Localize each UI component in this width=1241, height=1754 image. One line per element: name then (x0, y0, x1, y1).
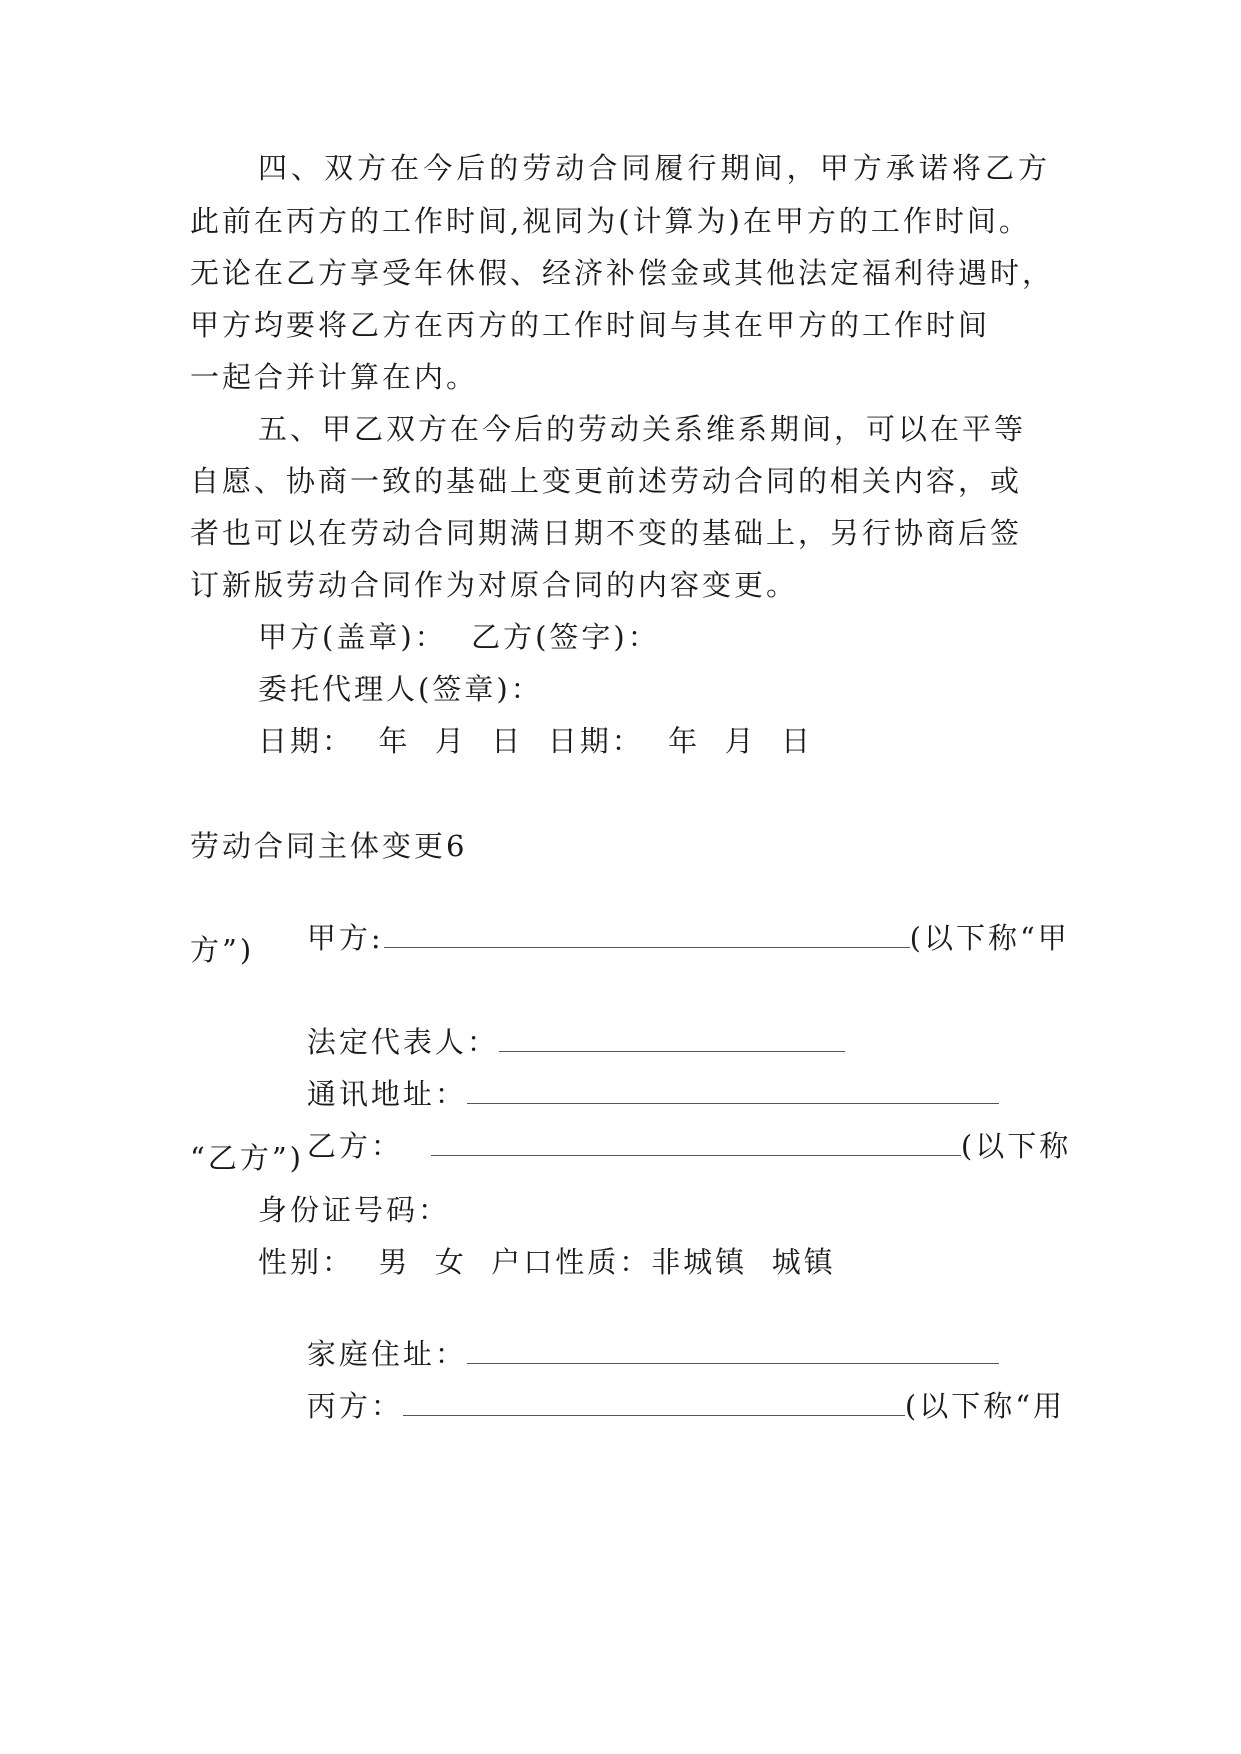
id-number: 身份证号码： (258, 1193, 451, 1227)
para4-line-4: 甲方均要将乙方在丙方的工作时间与其在甲方的工作时间 (190, 308, 991, 342)
party-b-suffix: (以下称 (960, 1129, 1072, 1163)
party-a-suffix: (以下称“甲 (909, 921, 1070, 955)
gender-household: 性别： 男 女 户口性质：非城镇 城镇 (258, 1245, 836, 1279)
para4-line-1: 四、双方在今后的劳动合同履行期间，甲方承诺将乙方 (258, 151, 1050, 185)
party-b-line (258, 1086, 1071, 1206)
party-a-line (258, 878, 1070, 998)
para4-line-2: 此前在丙方的工作时间,视同为(计算为)在甲方的工作时间。 (190, 204, 1031, 238)
party-c-line (258, 1346, 1065, 1466)
para4-line-5: 一起合并计算在内。 (190, 360, 479, 394)
para5-line-1: 五、甲乙双方在今后的劳动关系维系期间，可以在平等 (258, 412, 1027, 446)
party-b-blank[interactable] (431, 1127, 961, 1156)
party-a-label: 甲方: (306, 921, 384, 955)
party-a-wrap: 方”) (190, 933, 255, 967)
legal-rep-label: 法定代表人： (306, 1025, 499, 1059)
party-c-suffix: (以下称“用 (904, 1389, 1066, 1423)
party-c-label: 丙方： (306, 1389, 403, 1423)
para5-line-4: 订新版劳动合同作为对原合同的内容变更。 (190, 568, 799, 602)
party-c-blank[interactable] (403, 1387, 905, 1416)
signature-agent: 委托代理人(签章)： (258, 672, 543, 706)
party-b-wrap: “乙方”) (190, 1141, 304, 1175)
home-address-label: 家庭住址： (306, 1337, 467, 1371)
para4-line-3: 无论在乙方享受年休假、经济补偿金或其他法定福利待遇时， (190, 256, 1055, 290)
signature-parties: 甲方(盖章)： 乙方(签字)： (258, 620, 660, 654)
signature-dates: 日期： 年 月 日 日期： 年 月 日 (258, 724, 814, 758)
para5-line-3: 者也可以在劳动合同期满日期不变的基础上，另行协商后签 (190, 516, 1023, 550)
address-label: 通讯地址： (306, 1077, 467, 1111)
para5-line-2: 自愿、协商一致的基础上变更前述劳动合同的相关内容，或 (190, 464, 1023, 498)
party-b-label: 乙方： (306, 1129, 403, 1163)
party-a-blank[interactable] (384, 919, 910, 948)
section-title: 劳动合同主体变更6 (190, 829, 468, 863)
